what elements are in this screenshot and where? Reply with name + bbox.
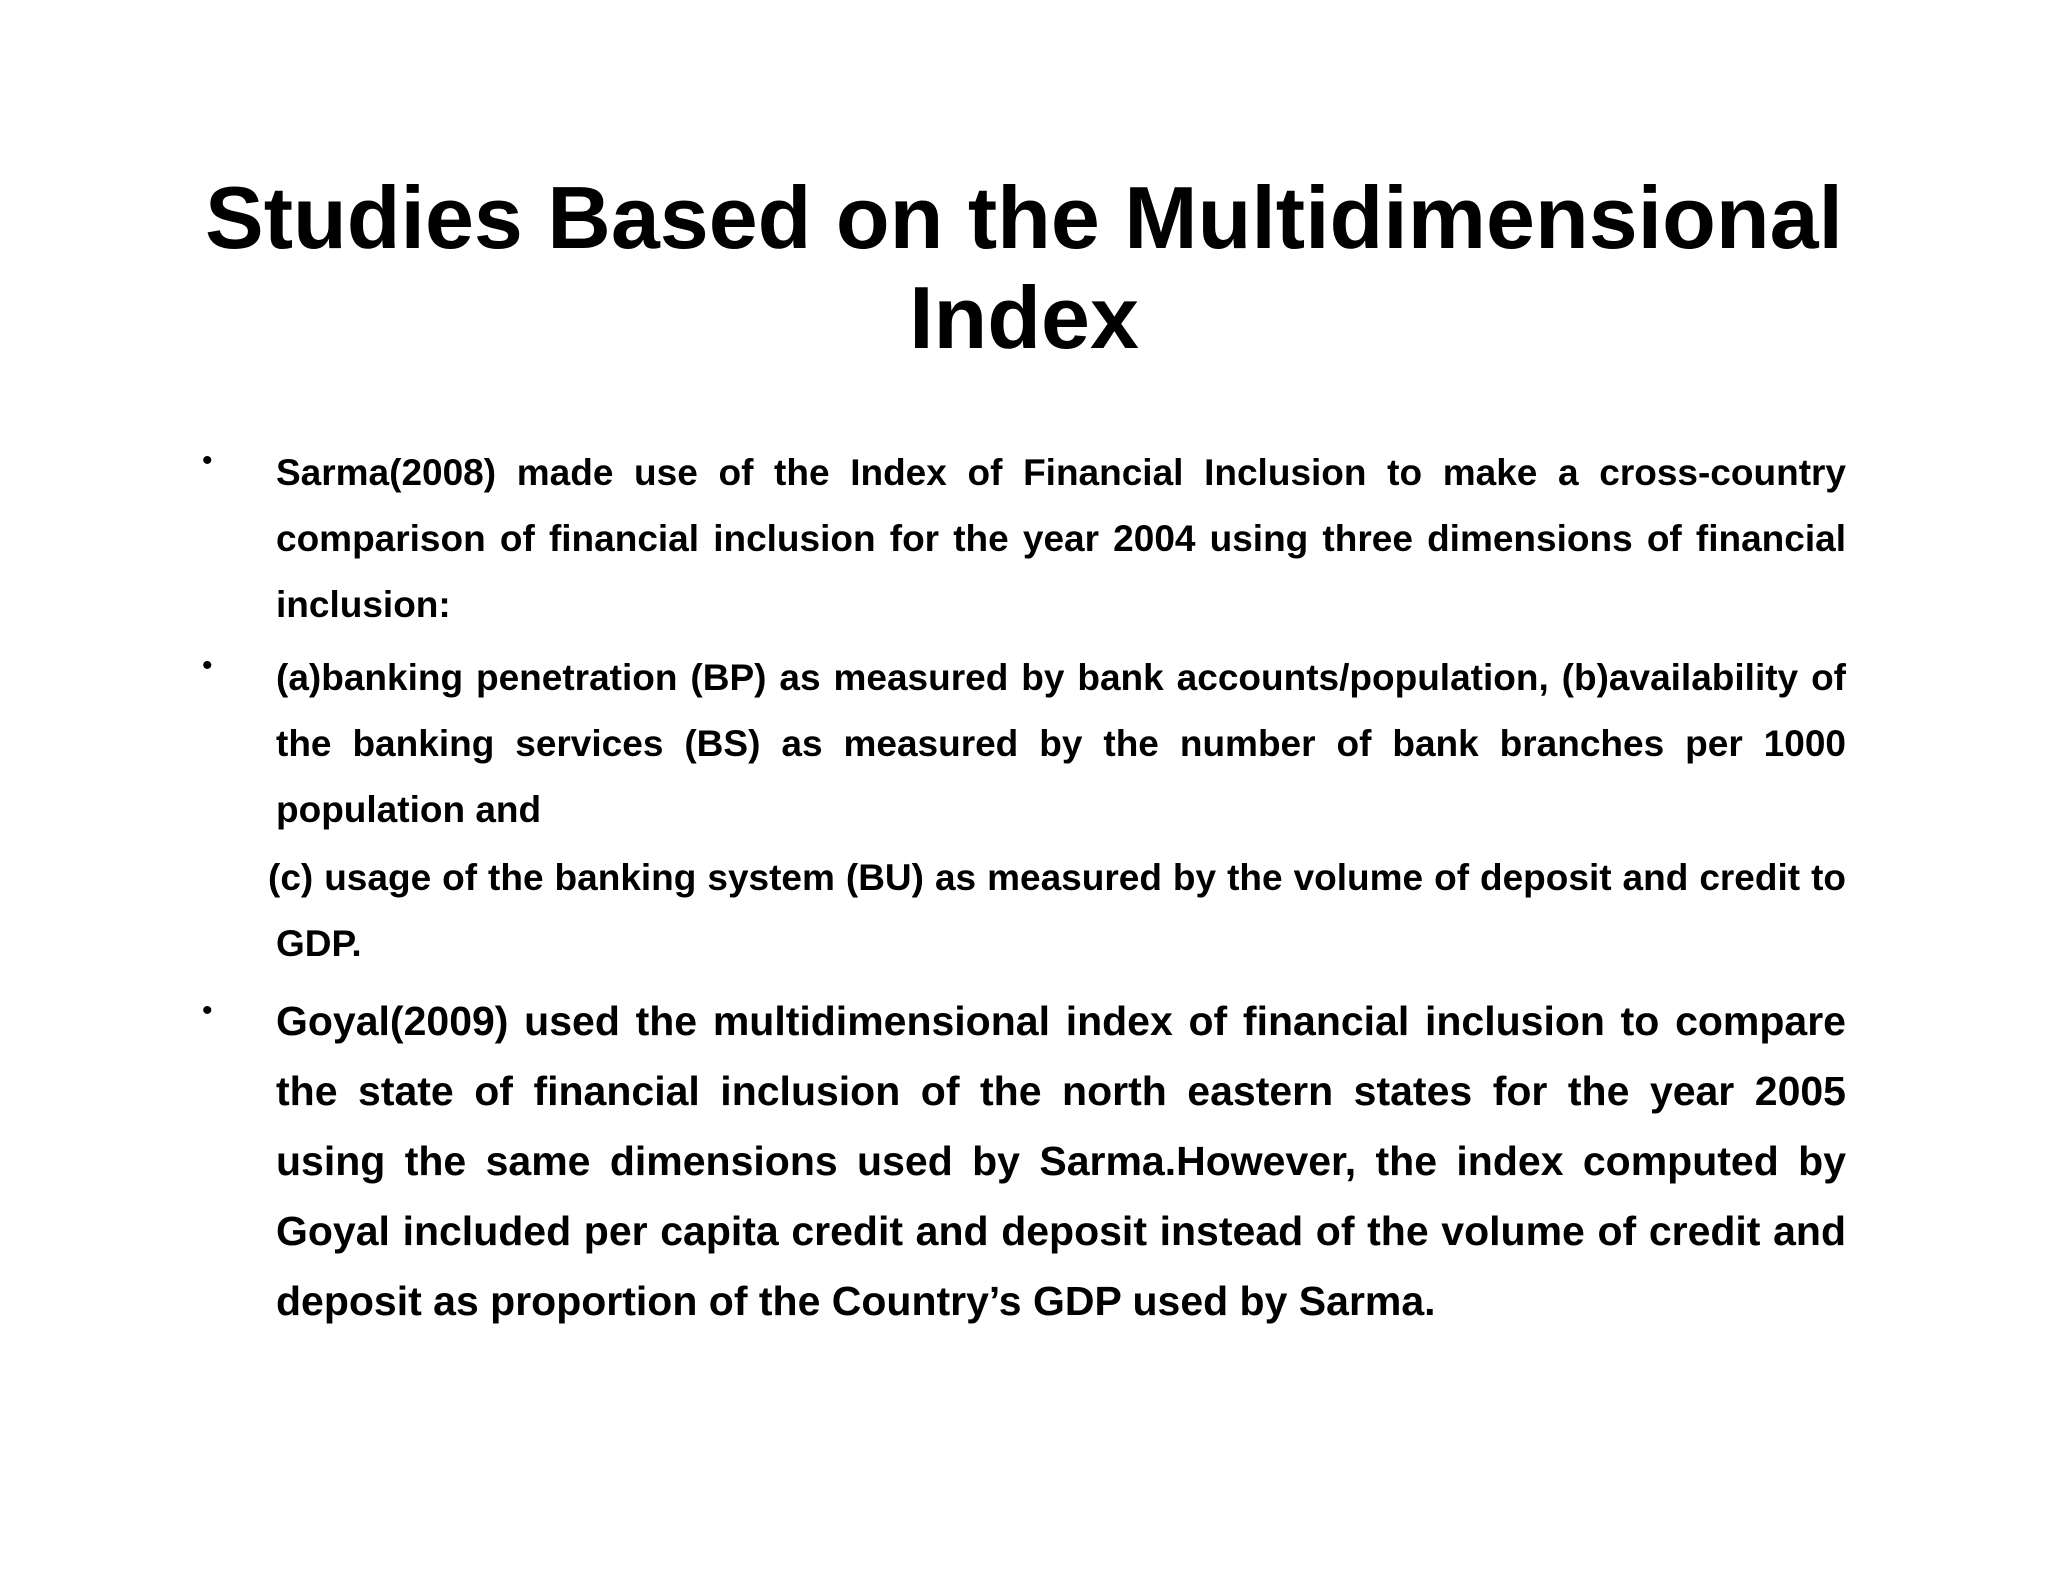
slide-title: Studies Based on the Multidimensional Index <box>205 168 1843 367</box>
bullet-marker: • <box>202 444 213 477</box>
bullet-text: Goyal(2009) used the multidimensional index of financial inclusion to compare the state of financial inclusion of the north eastern states for the year 2005 using the same dimensions used by Sarma.However, the index computed by Goyal included per capita credit and deposit instead of the volume of credit and deposit as proportion of the Country’s GDP used by Sarma. <box>276 998 1846 1324</box>
sub-item-text: (c) usage of the banking system (BU) as measured by the volume of deposit and credit to GDP. <box>268 857 1846 964</box>
bullet-text: (a)banking penetration (BP) as measured by bank accounts/population, (b)availability of the banking services (BS) as measured by the number of bank branches per 1000 population and <box>276 657 1846 830</box>
bullet-marker: • <box>202 649 213 682</box>
bullet-text: Sarma(2008) made use of the Index of Financial Inclusion to make a cross-country comparison of financial inclusion for the year 2004 using three dimensions of financial inclusion: <box>276 452 1846 625</box>
bullet-marker: • <box>202 994 213 1027</box>
